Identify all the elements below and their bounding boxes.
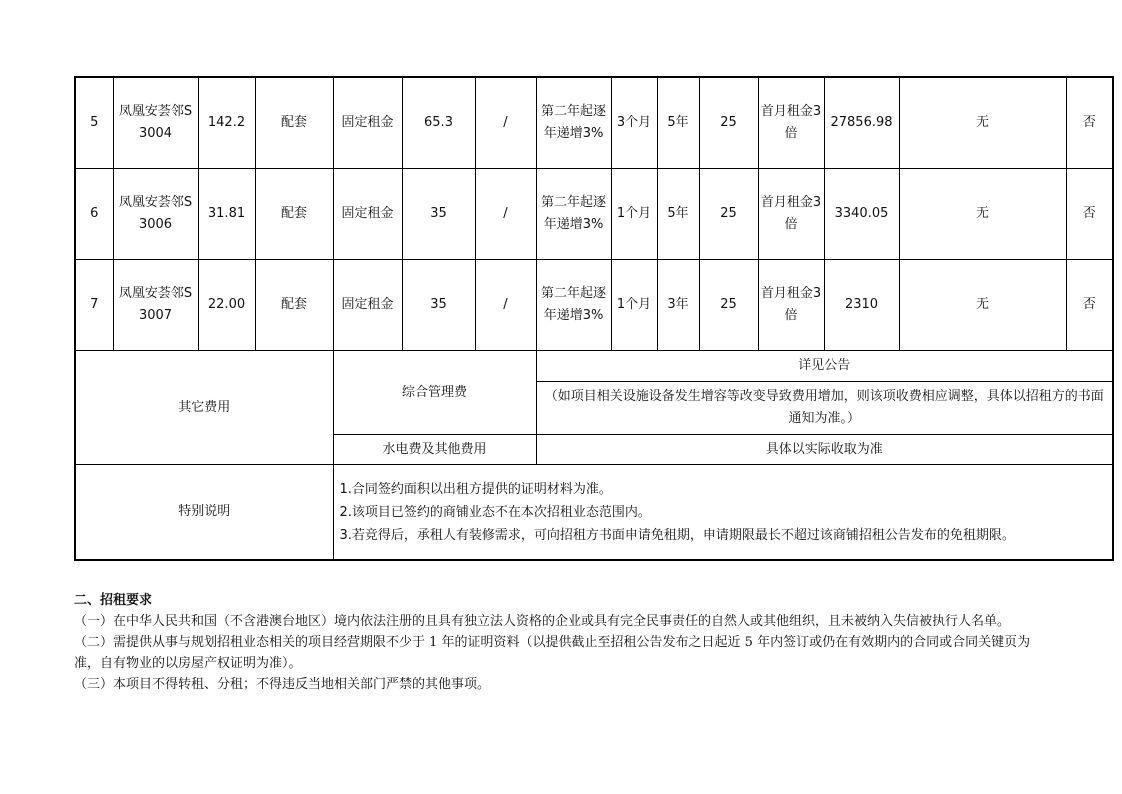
special-notes [333, 465, 1113, 561]
table-row [75, 351, 1113, 382]
cell-price: 35 [402, 169, 475, 260]
mgmt-fee-note: （如项目相关设施设备发生增容等改变导致费用增加，则该项收费相应调整，具体以招租方的书面通知为准。） [536, 382, 1113, 435]
special-note-item: 1.合同签约面积以出租方提供的证明材料为准。 [339, 481, 612, 497]
cell-term: 3年 [657, 260, 699, 351]
cell-area: 31.81 [198, 169, 255, 260]
cell-slash: / [475, 77, 536, 169]
cell-deposit: 首月租金3倍 [758, 260, 824, 351]
table-row [75, 77, 1113, 169]
cell-flag: 否 [1066, 260, 1113, 351]
cell-name: 凤凰安荟邻S3006 [113, 169, 198, 260]
requirement-paragraph: （一）在中华人民共和国（不含港澳台地区）境内依法注册的且具有独立法人资格的企业或具有完全民事责任的自然人或其他组织，且未被纳入失信被执行人名单。 [74, 614, 1011, 629]
cell-total: 2310 [824, 260, 899, 351]
cell-type: 配套 [255, 260, 333, 351]
section-heading: 二、招租要求 [74, 593, 153, 608]
special-note-item: 2.该项目已签约的商铺业态不在本次招租业态范围内。 [339, 504, 651, 520]
table-row [75, 169, 1113, 260]
cell-day: 25 [699, 260, 758, 351]
cell-slash: / [475, 169, 536, 260]
utility-value: 具体以实际收取为准 [536, 435, 1113, 465]
cell-increase: 第二年起逐年递增3% [536, 260, 611, 351]
cell-deposit: 首月租金3倍 [758, 169, 824, 260]
utility-label: 水电费及其他费用 [333, 435, 536, 465]
cell-area: 142.2 [198, 77, 255, 169]
cell-term: 5年 [657, 169, 699, 260]
requirement-paragraph: （二）需提供从事与规划招租业态相关的项目经营期限不少于 1 年的证明资料（以提供截止至招租公告发布之日起近 5 年内签订或仍在有效期内的合同或合同关键页为准，自有物业的以房屋产权证明为准）。 [74, 635, 1031, 671]
table-row [75, 465, 1113, 561]
cell-slash: / [475, 260, 536, 351]
cell-day: 25 [699, 169, 758, 260]
cell-day: 25 [699, 77, 758, 169]
other-fees-label: 其它费用 [75, 351, 333, 465]
cell-type: 配套 [255, 77, 333, 169]
requirements-section [74, 590, 1054, 695]
cell-name: 凤凰安荟邻S3004 [113, 77, 198, 169]
requirement-paragraph: （三）本项目不得转租、分租；不得违反当地相关部门严禁的其他事项。 [74, 677, 491, 692]
cell-free: 1个月 [611, 260, 657, 351]
cell-no: 7 [75, 260, 113, 351]
cell-no: 6 [75, 169, 113, 260]
cell-term: 5年 [657, 77, 699, 169]
cell-total: 27856.98 [824, 77, 899, 169]
lease-table [74, 76, 1114, 561]
cell-no: 5 [75, 77, 113, 169]
cell-rent-mode: 固定租金 [333, 260, 402, 351]
cell-name: 凤凰安荟邻S3007 [113, 260, 198, 351]
cell-type: 配套 [255, 169, 333, 260]
cell-price: 35 [402, 260, 475, 351]
mgmt-fee-label: 综合管理费 [333, 351, 536, 435]
cell-free: 1个月 [611, 169, 657, 260]
cell-flag: 否 [1066, 169, 1113, 260]
cell-free: 3个月 [611, 77, 657, 169]
cell-flag: 否 [1066, 77, 1113, 169]
cell-rent-mode: 固定租金 [333, 77, 402, 169]
cell-rent-mode: 固定租金 [333, 169, 402, 260]
cell-note: 无 [899, 260, 1066, 351]
cell-deposit: 首月租金3倍 [758, 77, 824, 169]
table-row [75, 260, 1113, 351]
cell-increase: 第二年起逐年递增3% [536, 169, 611, 260]
cell-area: 22.00 [198, 260, 255, 351]
cell-price: 65.3 [402, 77, 475, 169]
cell-note: 无 [899, 77, 1066, 169]
special-label: 特别说明 [75, 465, 333, 561]
special-note-item: 3.若竞得后，承租人有装修需求，可向招租方书面申请免租期，申请期限最长不超过该商铺招租公告发布的免租期限。 [339, 527, 1015, 543]
mgmt-fee-value: 详见公告 [536, 351, 1113, 382]
cell-total: 3340.05 [824, 169, 899, 260]
cell-note: 无 [899, 169, 1066, 260]
cell-increase: 第二年起逐年递增3% [536, 77, 611, 169]
